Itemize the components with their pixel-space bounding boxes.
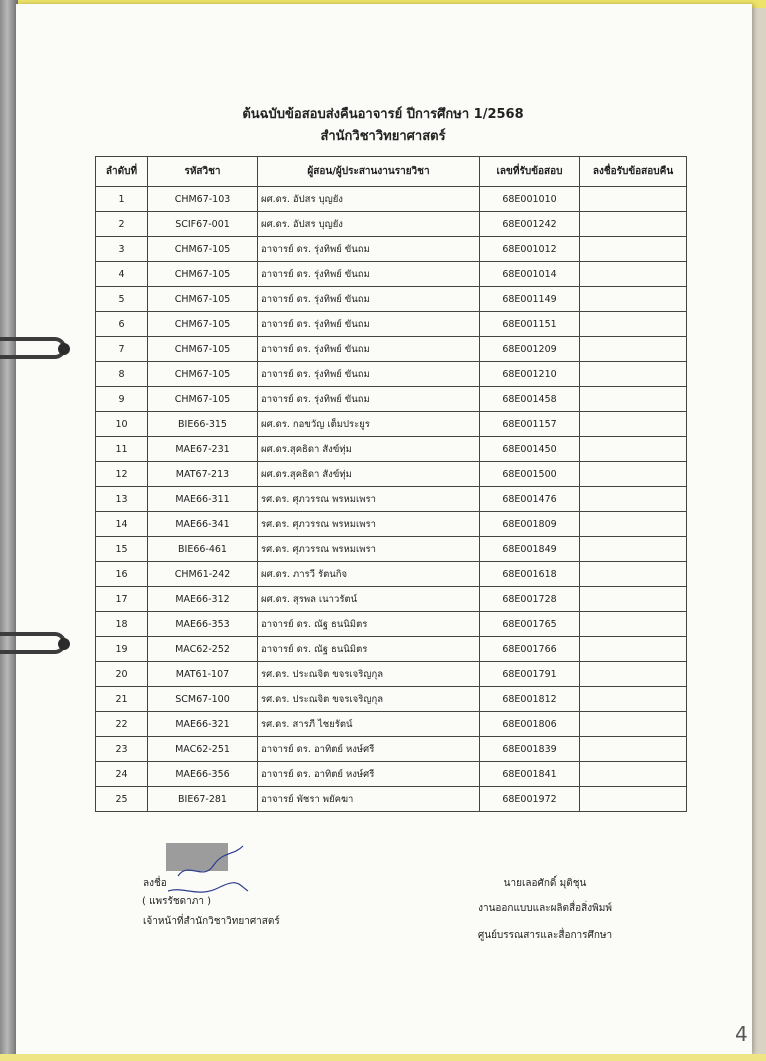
return-signature-cell xyxy=(580,512,687,537)
course-code: MAE66-341 xyxy=(148,512,258,537)
course-code: MAE66-356 xyxy=(148,762,258,787)
doc-number: 68E001149 xyxy=(480,287,580,312)
document-title: ต้นฉบับข้อสอบส่งคืนอาจารย์ ปีการศึกษา 1/2568 xyxy=(242,107,524,122)
doc-number: 68E001450 xyxy=(480,437,580,462)
course-code: BIE67-281 xyxy=(148,787,258,812)
table-row xyxy=(96,662,687,687)
instructor-name: อาจารย์ พัชรา พยัคฆา xyxy=(258,787,480,812)
row-number: 6 xyxy=(96,312,148,337)
row-number: 10 xyxy=(96,412,148,437)
row-number: 1 xyxy=(96,187,148,212)
course-code: MAE66-321 xyxy=(148,712,258,737)
return-signature-cell xyxy=(580,687,687,712)
table-row xyxy=(96,462,687,487)
instructor-name: ผศ.ดร. อัปสร บุญยัง xyxy=(258,212,480,237)
header-no: ลำดับที่ xyxy=(96,157,148,187)
doc-number: 68E001806 xyxy=(480,712,580,737)
row-number: 23 xyxy=(96,737,148,762)
doc-number: 68E001766 xyxy=(480,637,580,662)
row-number: 12 xyxy=(96,462,148,487)
row-number: 20 xyxy=(96,662,148,687)
table-row xyxy=(96,412,687,437)
doc-number: 68E001791 xyxy=(480,662,580,687)
course-code: MAT61-107 xyxy=(148,662,258,687)
return-signature-cell xyxy=(580,562,687,587)
instructor-name: อาจารย์ ดร. รุ่งทิพย์ ขันถม xyxy=(258,237,480,262)
table-row xyxy=(96,237,687,262)
instructor-name: รศ.ดร. ประณจิต ขจรเจริญกุล xyxy=(258,662,480,687)
return-signature-cell xyxy=(580,312,687,337)
exam-return-table xyxy=(95,156,687,812)
instructor-name: อาจารย์ ดร. รุ่งทิพย์ ขันถม xyxy=(258,362,480,387)
doc-number: 68E001841 xyxy=(480,762,580,787)
table-row xyxy=(96,762,687,787)
course-code: CHM67-105 xyxy=(148,337,258,362)
course-code: CHM67-103 xyxy=(148,187,258,212)
row-number: 8 xyxy=(96,362,148,387)
row-number: 9 xyxy=(96,387,148,412)
course-code: CHM67-105 xyxy=(148,312,258,337)
row-number: 24 xyxy=(96,762,148,787)
return-signature-cell xyxy=(580,537,687,562)
row-number: 14 xyxy=(96,512,148,537)
row-number: 11 xyxy=(96,437,148,462)
row-number: 22 xyxy=(96,712,148,737)
binder-ring-icon xyxy=(0,337,66,359)
approver-unit: งานออกแบบและผลิตสื่อสิ่งพิมพ์ xyxy=(478,903,612,914)
course-code: SCM67-100 xyxy=(148,687,258,712)
course-code: CHM67-105 xyxy=(148,287,258,312)
course-code: MAC62-252 xyxy=(148,637,258,662)
doc-number: 68E001809 xyxy=(480,512,580,537)
header-doc-number: เลขที่รับข้อสอบ xyxy=(480,157,580,187)
return-signature-cell xyxy=(580,612,687,637)
instructor-name: รศ.ดร. ประณจิต ขจรเจริญกุล xyxy=(258,687,480,712)
return-signature-cell xyxy=(580,712,687,737)
row-number: 21 xyxy=(96,687,148,712)
page-number: 4 xyxy=(735,1022,748,1046)
table-row xyxy=(96,287,687,312)
sign-label: ลงชื่อ xyxy=(143,878,167,889)
course-code: MAT67-213 xyxy=(148,462,258,487)
instructor-name: อาจารย์ ดร. อาทิตย์ หงษ์ศรี xyxy=(258,762,480,787)
return-signature-cell xyxy=(580,762,687,787)
doc-number: 68E001849 xyxy=(480,537,580,562)
approver-name: นายเลอศักดิ์ มุติชุน xyxy=(503,878,587,889)
row-number: 7 xyxy=(96,337,148,362)
header-instructor: ผู้สอน/ผู้ประสานงานรายวิชา xyxy=(258,157,480,187)
doc-number: 68E001157 xyxy=(480,412,580,437)
doc-number: 68E001618 xyxy=(480,562,580,587)
table-row xyxy=(96,537,687,562)
table-row xyxy=(96,787,687,812)
row-number: 3 xyxy=(96,237,148,262)
doc-number: 68E001728 xyxy=(480,587,580,612)
course-code: CHM67-105 xyxy=(148,237,258,262)
instructor-name: อาจารย์ ดร. ณัฐ ธนนิมิตร xyxy=(258,612,480,637)
course-code: MAE66-312 xyxy=(148,587,258,612)
table-row xyxy=(96,587,687,612)
return-signature-cell xyxy=(580,262,687,287)
instructor-name: ผศ.ดร.สุคธิดา สังข์ทุ่ม xyxy=(258,437,480,462)
course-code: MAE66-311 xyxy=(148,487,258,512)
return-signature-cell xyxy=(580,387,687,412)
return-signature-cell xyxy=(580,237,687,262)
return-signature-cell xyxy=(580,337,687,362)
doc-number: 68E001839 xyxy=(480,737,580,762)
table-row xyxy=(96,262,687,287)
table-row xyxy=(96,612,687,637)
table-row xyxy=(96,387,687,412)
table-row xyxy=(96,637,687,662)
table-row xyxy=(96,212,687,237)
signer-name: ( แพรรัชดาภา ) xyxy=(142,896,212,907)
row-number: 16 xyxy=(96,562,148,587)
course-code: CHM67-105 xyxy=(148,262,258,287)
table-header-row xyxy=(96,157,687,187)
return-signature-cell xyxy=(580,187,687,212)
table-row xyxy=(96,337,687,362)
row-number: 5 xyxy=(96,287,148,312)
yellow-folder-edge-bottom xyxy=(0,1054,766,1061)
return-signature-cell xyxy=(580,662,687,687)
doc-number: 68E001010 xyxy=(480,187,580,212)
return-signature-cell xyxy=(580,287,687,312)
doc-number: 68E001476 xyxy=(480,487,580,512)
return-signature-cell xyxy=(580,362,687,387)
row-number: 4 xyxy=(96,262,148,287)
table-row xyxy=(96,187,687,212)
instructor-name: รศ.ดร. ศุภวรรณ พรหมเพรา xyxy=(258,537,480,562)
document-subtitle: สำนักวิชาวิทยาศาสตร์ xyxy=(320,129,446,144)
return-signature-cell xyxy=(580,737,687,762)
instructor-name: ผศ.ดร. ภารวี รัตนกิจ xyxy=(258,562,480,587)
instructor-name: ผศ.ดร. กอขวัญ เต็มประยูร xyxy=(258,412,480,437)
instructor-name: อาจารย์ ดร. รุ่งทิพย์ ขันถม xyxy=(258,337,480,362)
row-number: 15 xyxy=(96,537,148,562)
instructor-name: อาจารย์ ดร. รุ่งทิพย์ ขันถม xyxy=(258,262,480,287)
course-code: MAE67-231 xyxy=(148,437,258,462)
instructor-name: ผศ.ดร.สุคธิดา สังข์ทุ่ม xyxy=(258,462,480,487)
doc-number: 68E001765 xyxy=(480,612,580,637)
return-signature-cell xyxy=(580,637,687,662)
course-code: MAC62-251 xyxy=(148,737,258,762)
return-signature-cell xyxy=(580,437,687,462)
header-course-code: รหัสวิชา xyxy=(148,157,258,187)
instructor-name: รศ.ดร. ศุภวรรณ พรหมเพรา xyxy=(258,487,480,512)
doc-number: 68E001812 xyxy=(480,687,580,712)
instructor-name: อาจารย์ ดร. รุ่งทิพย์ ขันถม xyxy=(258,312,480,337)
doc-number: 68E001500 xyxy=(480,462,580,487)
course-code: CHM67-105 xyxy=(148,387,258,412)
row-number: 25 xyxy=(96,787,148,812)
course-code: SCIF67-001 xyxy=(148,212,258,237)
binder-ring-icon xyxy=(0,632,66,654)
doc-number: 68E001972 xyxy=(480,787,580,812)
return-signature-cell xyxy=(580,212,687,237)
table-row xyxy=(96,362,687,387)
instructor-name: อาจารย์ ดร. รุ่งทิพย์ ขันถม xyxy=(258,387,480,412)
row-number: 13 xyxy=(96,487,148,512)
table-row xyxy=(96,487,687,512)
row-number: 18 xyxy=(96,612,148,637)
doc-number: 68E001458 xyxy=(480,387,580,412)
doc-number: 68E001242 xyxy=(480,212,580,237)
return-signature-cell xyxy=(580,462,687,487)
instructor-name: อาจารย์ ดร. ณัฐ ธนนิมิตร xyxy=(258,637,480,662)
instructor-name: ผศ.ดร. อัปสร บุญยัง xyxy=(258,187,480,212)
table-row xyxy=(96,687,687,712)
table-row xyxy=(96,712,687,737)
doc-number: 68E001209 xyxy=(480,337,580,362)
instructor-name: อาจารย์ ดร. รุ่งทิพย์ ขันถม xyxy=(258,287,480,312)
row-number: 2 xyxy=(96,212,148,237)
course-code: BIE66-461 xyxy=(148,537,258,562)
instructor-name: ผศ.ดร. สุรพล เนาวรัตน์ xyxy=(258,587,480,612)
table-row xyxy=(96,512,687,537)
doc-number: 68E001012 xyxy=(480,237,580,262)
table-row xyxy=(96,737,687,762)
course-code: CHM61-242 xyxy=(148,562,258,587)
doc-number: 68E001151 xyxy=(480,312,580,337)
doc-number: 68E001014 xyxy=(480,262,580,287)
row-number: 19 xyxy=(96,637,148,662)
return-signature-cell xyxy=(580,412,687,437)
table-row xyxy=(96,562,687,587)
approver-center: ศูนย์บรรณสารและสื่อการศึกษา xyxy=(477,930,613,941)
instructor-name: อาจารย์ ดร. อาทิตย์ หงษ์ศรี xyxy=(258,737,480,762)
doc-number: 68E001210 xyxy=(480,362,580,387)
course-code: CHM67-105 xyxy=(148,362,258,387)
signer-position: เจ้าหน้าที่สำนักวิชาวิทยาศาสตร์ xyxy=(143,916,280,927)
course-code: MAE66-353 xyxy=(148,612,258,637)
return-signature-cell xyxy=(580,487,687,512)
course-code: BIE66-315 xyxy=(148,412,258,437)
header-return-signature: ลงชื่อรับข้อสอบคืน xyxy=(580,157,687,187)
row-number: 17 xyxy=(96,587,148,612)
instructor-name: รศ.ดร. สารภี ไชยรัตน์ xyxy=(258,712,480,737)
instructor-name: รศ.ดร. ศุภวรรณ พรหมเพรา xyxy=(258,512,480,537)
table-row xyxy=(96,437,687,462)
return-signature-cell xyxy=(580,787,687,812)
table-row xyxy=(96,312,687,337)
return-signature-cell xyxy=(580,587,687,612)
